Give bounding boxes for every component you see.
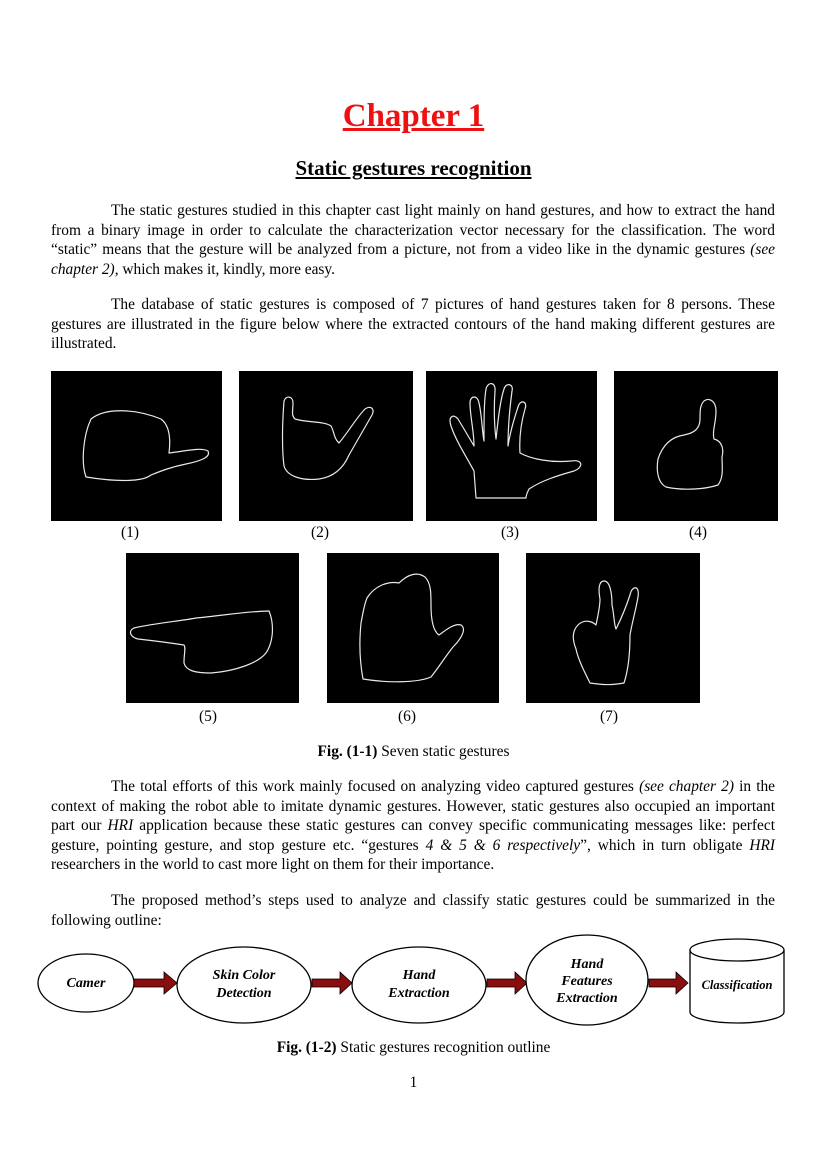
gesture-image-7 (526, 553, 700, 703)
gesture-label-3: (3) (501, 524, 519, 541)
gesture-image-2 (239, 371, 413, 521)
figure-caption-1 (0, 743, 827, 761)
flow-node-skin-color-line1: Skin Color (212, 968, 276, 983)
gesture-flow-diagram (0, 930, 827, 1040)
paragraph-efforts-t4: ”, which in turn obligate (580, 836, 750, 854)
paragraph-intro-text-b: , which makes it, kindly, more easy. (114, 260, 335, 278)
paragraph-database (51, 295, 775, 354)
gesture-label-7: (7) (600, 708, 618, 725)
section-title: Static gestures recognition (295, 156, 532, 180)
flow-node-skin-color (177, 947, 311, 1023)
figure-caption-2-label: Fig. (1-2) (276, 1039, 337, 1056)
gesture-image-4 (614, 371, 778, 521)
chapter-ref-2: (see chapter 2) (639, 778, 734, 795)
flow-arrow-3 (487, 972, 527, 994)
paragraph-efforts-t2: in the context of making the robot able to imitate dynamic gestures. However, static gestures also occupied an important part our (51, 778, 775, 834)
chapter-title: Chapter 1 (342, 98, 485, 134)
gesture-image-3 (426, 371, 597, 521)
paragraph-efforts-t1: The total efforts of this work mainly focused on analyzing video captured gestures (111, 778, 640, 795)
flow-node-features-line2: Features (561, 974, 613, 989)
flow-arrow-4 (649, 972, 688, 994)
gesture-label-4: (4) (689, 524, 707, 541)
figure-caption-2 (0, 1039, 827, 1057)
paragraph-efforts (51, 777, 775, 875)
paragraph-efforts-t3: application because these static gestures can convey specific communicating messages like: perfect gesture, pointing gesture, and stop gesture etc. “gestures (51, 817, 775, 854)
flow-node-classification-label: Classification (701, 978, 773, 992)
hri-term-1: HRI (107, 817, 134, 834)
paragraph-outline-text: The proposed method’s steps used to analyze and classify static gestures could be summarized in the following outline: (51, 892, 775, 929)
figure-caption-1-text: Seven static gestures (377, 743, 510, 760)
gesture-label-5: (5) (199, 708, 217, 725)
figure-caption-2-text: Static gestures recognition outline (336, 1039, 551, 1056)
paragraph-efforts-t5: researchers in the world to cast more light on them for their importance. (51, 856, 495, 873)
flow-node-skin-color-line2: Detection (216, 986, 272, 1001)
flow-node-hand-extraction (352, 947, 486, 1023)
flow-node-features-line3: Extraction (556, 991, 618, 1006)
gesture-numbers: 4 & 5 & 6 respectively (425, 836, 581, 854)
paragraph-outline (51, 891, 775, 930)
gesture-image-1 (51, 371, 222, 521)
gesture-label-6: (6) (398, 708, 416, 725)
hri-term-2: HRI (749, 836, 775, 854)
flow-arrow-2 (312, 972, 352, 994)
gesture-image-6 (327, 553, 499, 703)
paragraph-intro-text-a: The static gestures studied in this chapter cast light mainly on hand gestures, and how to extract the hand from a binary image in order to calculate the characterization vector necessary for the classification. The word “static” means that the gesture will be analyzed from a picture, not from a video like in the dynamic gestures (51, 202, 775, 258)
flow-node-hand-extraction-line1: Hand (402, 968, 436, 983)
flow-node-camera-label: Camer (66, 976, 106, 991)
gesture-image-5 (126, 553, 299, 703)
gesture-label-1: (1) (121, 524, 139, 541)
paragraph-database-text: The database of static gestures is composed of 7 pictures of hand gestures taken for 8 persons. These gestures are illustrated in the figure below where the extracted contours of the hand making different gestures are illustrated. (51, 296, 775, 352)
paragraph-intro (51, 201, 775, 279)
flow-node-features-line1: Hand (570, 957, 604, 972)
figure-caption-1-label: Fig. (1-1) (317, 743, 378, 760)
flow-node-hand-extraction-line2: Extraction (388, 986, 450, 1001)
page-number: 1 (409, 1074, 418, 1091)
flow-arrow-1 (134, 972, 177, 994)
chapter-ref: (see chapter 2) (51, 241, 775, 278)
gesture-label-2: (2) (311, 524, 329, 541)
